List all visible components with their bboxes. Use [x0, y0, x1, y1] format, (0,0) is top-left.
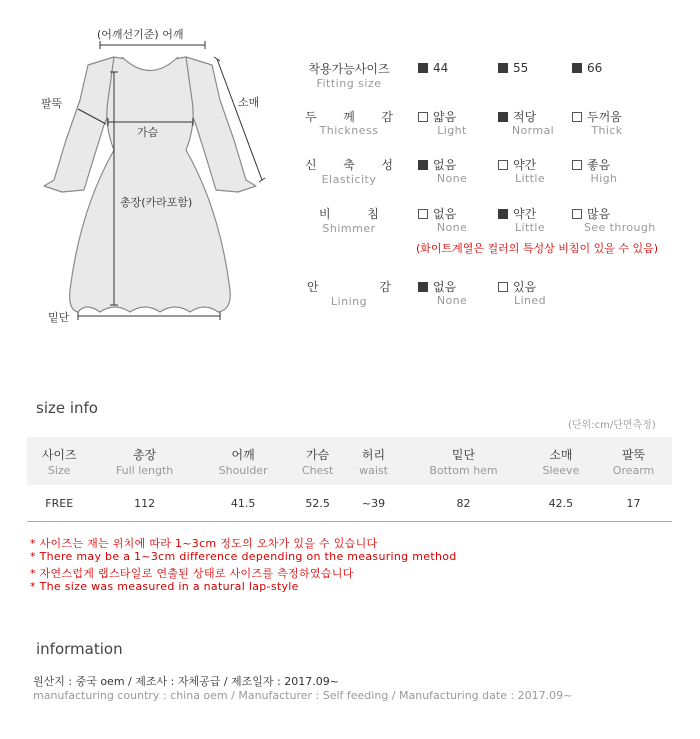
- checkbox-icon: [572, 63, 582, 73]
- size-table-header: [27, 437, 672, 485]
- thickness-thick-sub: Thick: [591, 124, 623, 137]
- size-info-title: size info: [36, 399, 98, 417]
- shimmer-label: 비 침: [319, 207, 379, 221]
- chest-label: 가슴: [137, 126, 159, 139]
- header-full-length: 총장 Full length: [91, 437, 197, 485]
- thickness-option-thick: 두꺼움: [572, 108, 622, 125]
- checkbox-icon: [498, 282, 508, 292]
- checkbox-icon: [572, 112, 582, 122]
- lining-none-sub: None: [436, 294, 468, 307]
- cell-orearm: 17: [595, 485, 672, 522]
- shimmer-note: (화이트계열은 컬러의 특성상 비침이 있을 수 있음): [416, 242, 659, 255]
- elasticity-option-high: 좋음: [572, 156, 610, 173]
- checkbox-icon: [498, 209, 508, 219]
- information-line-en: manufacturing country : china oem / Manufacturer : Self feeding / Manufacturing date : 2017.09~: [33, 689, 573, 702]
- elasticity-sub: Elasticity: [321, 173, 377, 186]
- information-title: information: [36, 640, 123, 658]
- cell-size: FREE: [27, 485, 91, 522]
- dress-diagram: [0, 0, 290, 340]
- checkbox-icon: [418, 209, 428, 219]
- checkbox-icon: [498, 63, 508, 73]
- checkbox-icon: [572, 209, 582, 219]
- thickness-label: 두 께 감: [305, 110, 393, 124]
- cell-shoulder: 41.5: [198, 485, 289, 522]
- checkbox-icon: [498, 112, 508, 122]
- thickness-option-light: 얇음: [418, 108, 456, 125]
- elasticity-option-none: 없음: [418, 156, 456, 173]
- header-orearm: 팔뚝 Orearm: [595, 437, 672, 485]
- shimmer-little-sub: Little: [514, 221, 546, 234]
- thickness-normal-sub: Normal: [511, 124, 555, 137]
- lining-option-none: 없음: [418, 278, 456, 295]
- cell-bottom-hem: 82: [400, 485, 527, 522]
- elasticity-option-little: 약간: [498, 156, 536, 173]
- header-bottom-hem: 밑단 Bottom hem: [400, 437, 527, 485]
- cell-full-length: 112: [91, 485, 197, 522]
- checkbox-icon: [498, 160, 508, 170]
- thickness-sub: Thickness: [319, 124, 379, 137]
- shimmer-option-see-through: 많음: [572, 205, 610, 222]
- unit-note: (단위:cm/단면측정): [568, 420, 656, 431]
- fitting-option-66: 66: [572, 61, 602, 75]
- header-waist: 허리 waist: [347, 437, 400, 485]
- cell-sleeve: 42.5: [527, 485, 595, 522]
- armhole-label: 팔뚝: [41, 97, 63, 110]
- header-chest: 가슴 Chest: [288, 437, 346, 485]
- shimmer-sub: Shimmer: [322, 222, 376, 235]
- hem-label: 밑단: [48, 311, 70, 324]
- checkbox-icon: [418, 160, 428, 170]
- checkbox-icon: [418, 282, 428, 292]
- checkbox-icon: [418, 63, 428, 73]
- lining-label: 안 감: [307, 280, 391, 294]
- header-size: 사이즈 Size: [27, 437, 91, 485]
- cell-chest: 52.5: [288, 485, 346, 522]
- header-sleeve: 소매 Sleeve: [527, 437, 595, 485]
- information-line-ko: 원산지 : 중국 oem / 제조사 : 자체공급 / 제조일자 : 2017.09~: [33, 675, 339, 688]
- fitting-option-55: 55: [498, 61, 528, 75]
- size-table: [27, 437, 672, 522]
- elasticity-none-sub: None: [436, 172, 468, 185]
- note-line: * There may be a 1~3cm difference depending on the measuring method: [30, 550, 457, 563]
- table-row: [27, 485, 672, 522]
- lining-sub: Lining: [330, 295, 368, 308]
- note-line: * 사이즈는 재는 위치에 따라 1~3cm 정도의 오차가 있을 수 있습니다: [30, 537, 378, 550]
- shimmer-none-sub: None: [436, 221, 468, 234]
- checkbox-icon: [572, 160, 582, 170]
- fitting-option-44: 44: [418, 61, 448, 75]
- lining-option-lined: 있음: [498, 278, 536, 295]
- elasticity-label: 신 축 성: [305, 158, 393, 172]
- shimmer-option-little: 약간: [498, 205, 536, 222]
- thickness-option-normal: 적당: [498, 108, 536, 125]
- shimmer-option-none: 없음: [418, 205, 456, 222]
- note-line: * 자연스럽게 랩스타일로 연출된 상태로 사이즈를 측정하였습니다: [30, 567, 354, 580]
- sleeve-label: 소매: [238, 96, 260, 109]
- shoulder-label: (어깨선기준) 어깨: [97, 28, 184, 41]
- header-shoulder: 어깨 Shoulder: [198, 437, 289, 485]
- cell-waist: ~39: [347, 485, 400, 522]
- elasticity-high-sub: High: [590, 172, 618, 185]
- lining-lined-sub: Lined: [514, 294, 546, 307]
- thickness-light-sub: Light: [437, 124, 467, 137]
- fitting-size-sub: Fitting size: [316, 77, 382, 90]
- shimmer-see-through-sub: See through: [584, 221, 656, 234]
- checkbox-icon: [418, 112, 428, 122]
- note-line: * The size was measured in a natural lap-style: [30, 580, 299, 593]
- elasticity-little-sub: Little: [514, 172, 546, 185]
- length-label: 총장(카라포함): [120, 196, 193, 209]
- fitting-size-label: 착용가능사이즈: [308, 62, 390, 76]
